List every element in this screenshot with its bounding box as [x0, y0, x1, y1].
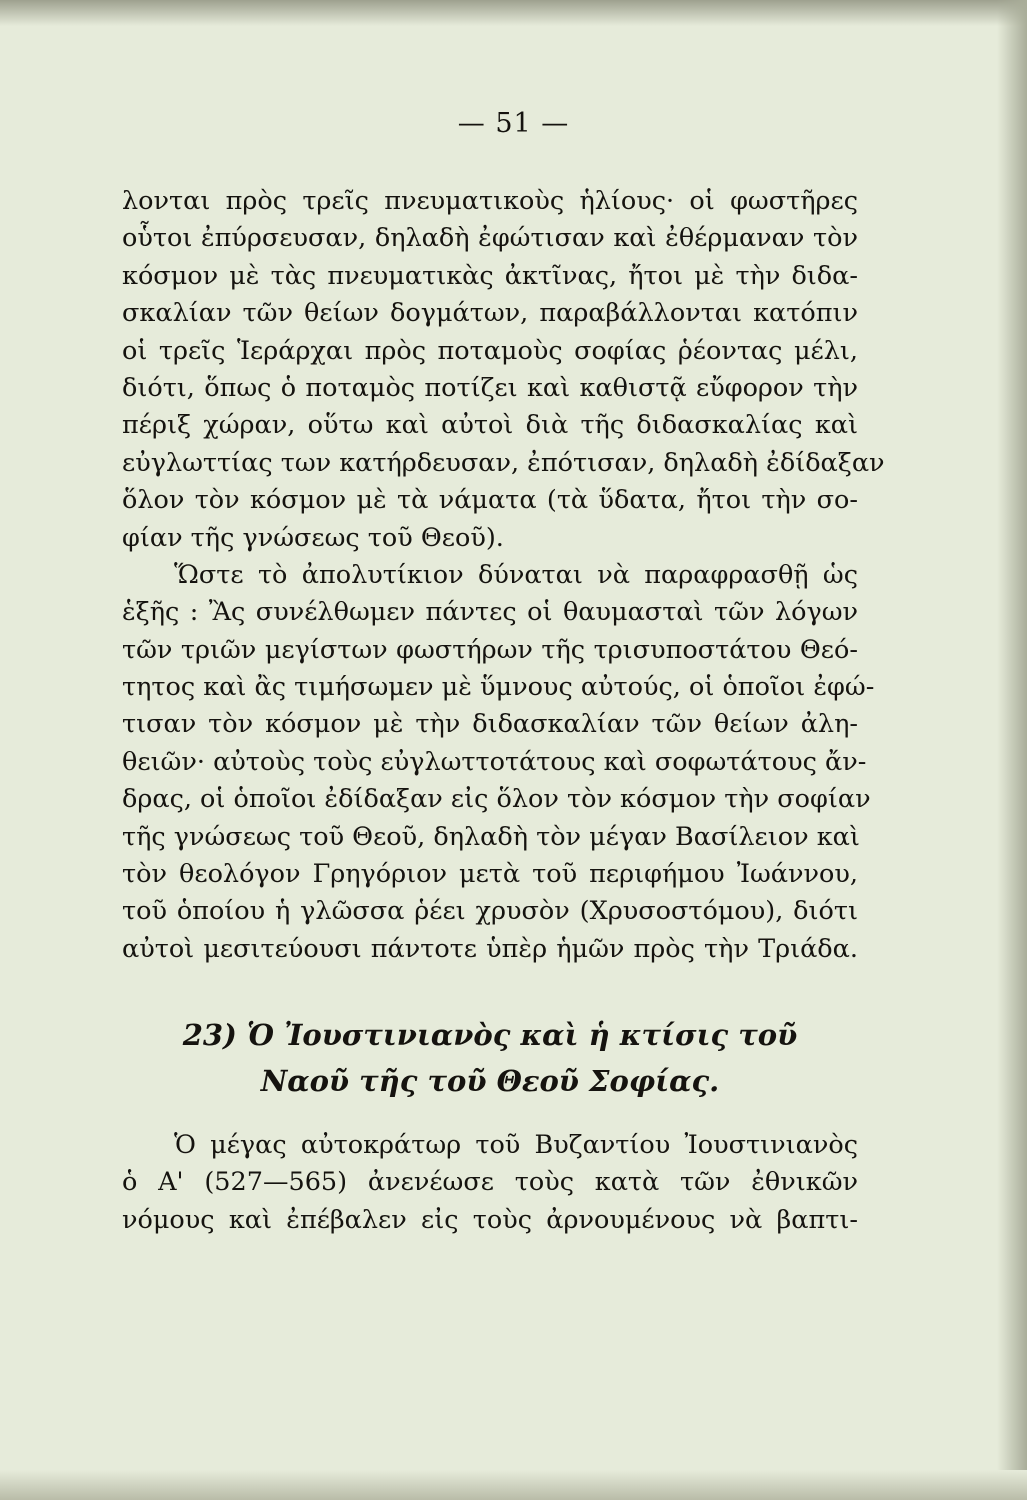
- text-line: διότι, ὅπως ὁ ποταμὸς ποτίζει καὶ καθιστᾷ εὔφορον τὴν: [122, 372, 858, 403]
- paragraph-start-line: Ὥστε τὸ ἀπολυτίκιον δύναται νὰ παραφρασθῇ ὡς: [174, 559, 858, 590]
- text-line: σκαλίαν τῶν θείων δογμάτων, παραβάλλονται κατόπιν: [122, 298, 858, 329]
- section-body-text: [122, 1127, 858, 1239]
- paragraph-start-line: Ὁ μέγας αὐτοκράτωρ τοῦ Βυζαντίου Ἰουστινιανὸς: [174, 1130, 858, 1160]
- text-line: θειῶν· αὐτοὺς τοὺς εὐγλωττοτάτους καὶ σοφωτάτους ἄν-: [122, 746, 867, 777]
- text-line: αὐτοὶ μεσιτεύουσι πάντοτε ὑπὲρ ἡμῶν πρὸς τὴν Τριάδα.: [122, 933, 858, 964]
- page-edge-bottom: [0, 1470, 1027, 1500]
- section-heading-line-2: Ναοῦ τῆς τοῦ Θεοῦ Σοφίας.: [260, 1064, 720, 1098]
- text-line: οὗτοι ἐπύρσευσαν, δηλαδὴ ἐφώτισαν καὶ ἐθέρμαναν τὸν: [122, 223, 858, 254]
- text-line: τὸν θεολόγον Γρηγόριον μετὰ τοῦ περιφήμου Ἰωάννου,: [122, 859, 858, 890]
- text-line: τητος καὶ ἂς τιμήσωμεν μὲ ὕμνους αὐτούς, οἱ ὁποῖοι ἐφώ-: [122, 672, 875, 703]
- text-line: ἑξῆς : Ἂς συνέλθωμεν πάντες οἱ θαυμασταὶ τῶν λόγων: [122, 597, 858, 628]
- text-line: τισαν τὸν κόσμον μὲ τὴν διδασκαλίαν τῶν θείων ἀλη-: [122, 709, 858, 740]
- page-edge-right: [997, 0, 1027, 1500]
- text-line: λονται πρὸς τρεῖς πνευματικοὺς ἡλίους· οἱ φωστῆρες: [122, 186, 858, 216]
- section-heading-line-1: 23) Ὁ Ἰουστινιανὸς καὶ ἡ κτίσις τοῦ: [182, 1018, 798, 1052]
- text-line: ὅλον τὸν κόσμον μὲ τὰ νάματα (τὰ ὕδατα, ἤτοι τὴν σο-: [122, 485, 858, 516]
- page-number: — 51 —: [457, 108, 570, 139]
- text-line: πέριξ χώραν, οὕτω καὶ αὐτοὶ διὰ τῆς διδασκαλίας καὶ: [122, 410, 858, 441]
- text-line: τῶν τριῶν μεγίστων φωστήρων τῆς τρισυποστάτου Θεό-: [122, 634, 858, 665]
- text-line: φίαν τῆς γνώσεως τοῦ Θεοῦ).: [122, 522, 504, 553]
- text-line: ὁ Α' (527—565) ἀνενέωσε τοὺς κατὰ τῶν ἐθνικῶν: [122, 1167, 858, 1198]
- text-line: δρας, οἱ ὁποῖοι ἐδίδαξαν εἰς ὅλον τὸν κόσμον τὴν σοφίαν: [122, 784, 871, 815]
- section-heading: [122, 1012, 858, 1104]
- text-line: τοῦ ὁποίου ἡ γλῶσσα ῥέει χρυσὸν (Χρυσοστόμου), διότι: [122, 896, 858, 927]
- body-text: [122, 183, 885, 968]
- text-line: εὐγλωττίας των κατήρδευσαν, ἐπότισαν, δηλαδὴ ἐδίδαξαν: [122, 447, 885, 478]
- page-edge-top: [0, 0, 1027, 26]
- text-line: τῆς γνώσεως τοῦ Θεοῦ, δηλαδὴ τὸν μέγαν Βασίλειον καὶ: [122, 821, 860, 852]
- text-line: νόμους καὶ ἐπέβαλεν εἰς τοὺς ἀρνουμένους νὰ βαπτι-: [122, 1204, 858, 1235]
- text-line: οἱ τρεῖς Ἱεράρχαι πρὸς ποταμοὺς σοφίας ῥέοντας μέλι,: [122, 335, 858, 366]
- text-line: κόσμον μὲ τὰς πνευματικὰς ἀκτῖνας, ἤτοι μὲ τὴν διδα-: [122, 260, 858, 291]
